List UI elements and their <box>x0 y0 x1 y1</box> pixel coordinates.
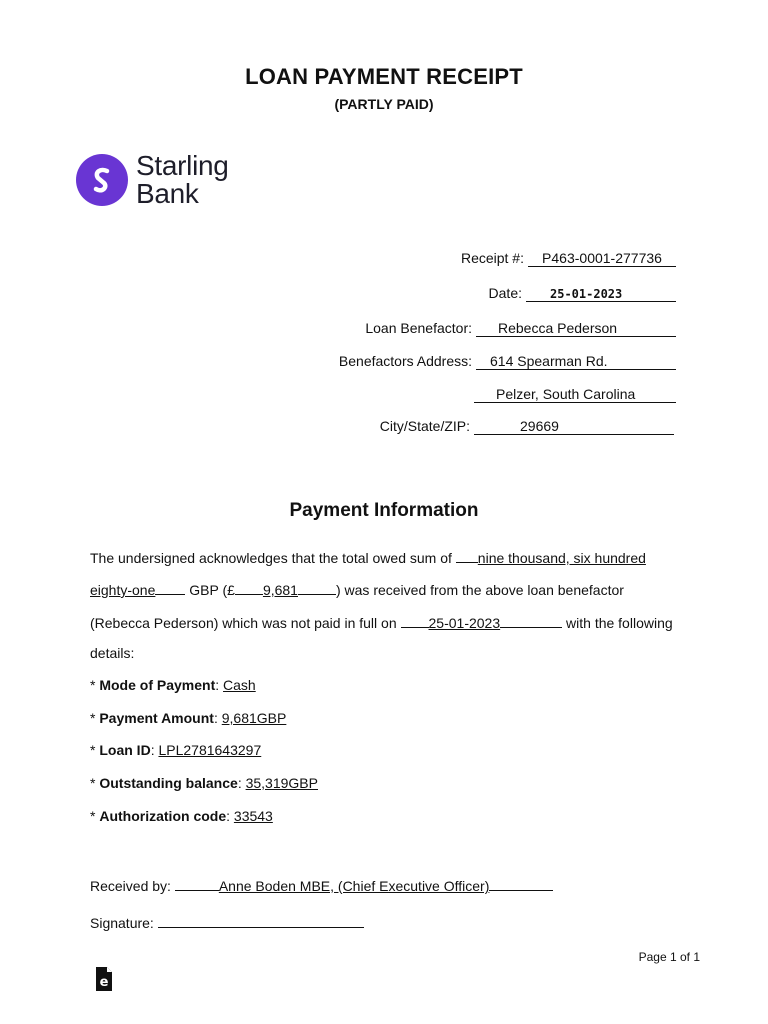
detail-outstanding-balance: * Outstanding balance: 35,319GBP <box>90 775 318 791</box>
blank-fill <box>456 547 478 563</box>
signature-line <box>158 912 364 928</box>
amount-words-part-1: nine thousand, six hundred <box>477 550 646 566</box>
benefactor-address-field <box>476 353 676 370</box>
received-by-value: Anne Boden MBE, (Chief Executive Officer) <box>218 878 490 894</box>
date-label: Date: <box>488 285 522 301</box>
detail-label: Authorization code <box>99 808 227 824</box>
detail-value: 33543 <box>233 808 273 824</box>
benefactor-address-line2-row <box>470 386 676 403</box>
detail-value: LPL2781643297 <box>158 742 262 758</box>
logo-wordmark <box>136 152 229 208</box>
detail-mode-of-payment: * Mode of Payment: Cash <box>90 677 256 693</box>
receipt-number-value: P463-0001-277736 <box>542 250 662 266</box>
page-title: LOAN PAYMENT RECEIPT <box>245 64 523 89</box>
loan-benefactor-field <box>476 320 676 337</box>
blank-fill <box>175 875 219 891</box>
city-state-zip-value: 29669 <box>520 418 559 434</box>
payment-paragraph-line-1 <box>90 547 646 566</box>
signature-label: Signature: <box>90 915 154 931</box>
benefactor-address-row <box>339 353 676 370</box>
receipt-number-row <box>461 250 676 267</box>
city-state-zip-field <box>474 418 674 435</box>
payment-paragraph-line-2 <box>90 579 624 598</box>
loan-benefactor-label: Loan Benefactor: <box>365 320 472 336</box>
detail-value: 9,681GBP <box>221 710 287 726</box>
benefactor-address-line2-value: Pelzer, South Carolina <box>496 386 636 402</box>
detail-authorization-code: * Authorization code: 33543 <box>90 808 273 824</box>
document-e-icon <box>94 966 114 997</box>
blank-fill <box>155 579 185 595</box>
detail-label: Mode of Payment <box>99 677 216 693</box>
starling-bank-logo <box>76 152 229 208</box>
payment-information-heading: Payment Information <box>289 500 479 521</box>
city-state-zip-label: City/State/ZIP: <box>379 418 470 434</box>
detail-value: 35,319GBP <box>245 775 318 791</box>
receipt-number-field <box>528 250 676 267</box>
detail-label: Loan ID <box>99 742 151 758</box>
blank-fill <box>500 612 562 628</box>
loan-benefactor-row <box>365 320 676 337</box>
blank-fill <box>235 579 263 595</box>
paragraph-text-3b: with the following <box>566 615 673 631</box>
payment-paragraph-line-3 <box>90 612 673 631</box>
amount-words-part-2: eighty-one <box>90 582 156 598</box>
page-subtitle: (PARTLY PAID) <box>334 96 434 112</box>
svg-text:e: e <box>99 975 109 990</box>
received-by-label: Received by: <box>90 878 171 894</box>
detail-loan-id: * Loan ID: LPL2781643297 <box>90 742 262 758</box>
loan-benefactor-value: Rebecca Pederson <box>498 320 618 336</box>
detail-value: Cash <box>223 677 256 693</box>
paragraph-text-3a: (Rebecca Pederson) which was not paid in full on <box>90 615 397 631</box>
benefactor-address-line2-field <box>474 386 676 403</box>
amount-number: 9,681 <box>262 582 298 598</box>
page-number: Page 1 of 1 <box>638 950 700 964</box>
detail-payment-amount: * Payment Amount: 9,681GBP <box>90 710 287 726</box>
logo-line-1: Starling <box>136 150 229 181</box>
paragraph-text-2: ) was received from the above loan benefactor <box>335 582 624 598</box>
blank-fill <box>489 875 553 891</box>
paragraph-text-1: The undersigned acknowledges that the total owed sum of <box>90 550 452 566</box>
date-row <box>489 285 676 302</box>
payment-paragraph-line-4: details: <box>90 645 135 661</box>
logo-line-2: Bank <box>136 178 199 209</box>
unpaid-date: 25-01-2023 <box>428 615 501 631</box>
detail-label: Payment Amount <box>99 710 214 726</box>
receipt-number-label: Receipt #: <box>460 250 524 266</box>
received-by-row <box>90 875 553 894</box>
date-value: 25-01-2023 <box>550 287 623 301</box>
blank-fill <box>401 612 429 628</box>
date-field <box>526 285 676 302</box>
signature-row <box>90 912 364 931</box>
benefactor-address-label: Benefactors Address: <box>338 353 472 369</box>
currency-text: GBP (£ <box>189 582 235 598</box>
detail-label: Outstanding balance <box>99 775 238 791</box>
starling-logo-icon <box>76 154 128 206</box>
benefactor-address-value: 614 Spearman Rd. <box>490 353 608 369</box>
blank-fill <box>298 579 336 595</box>
city-state-zip-row <box>380 418 674 435</box>
